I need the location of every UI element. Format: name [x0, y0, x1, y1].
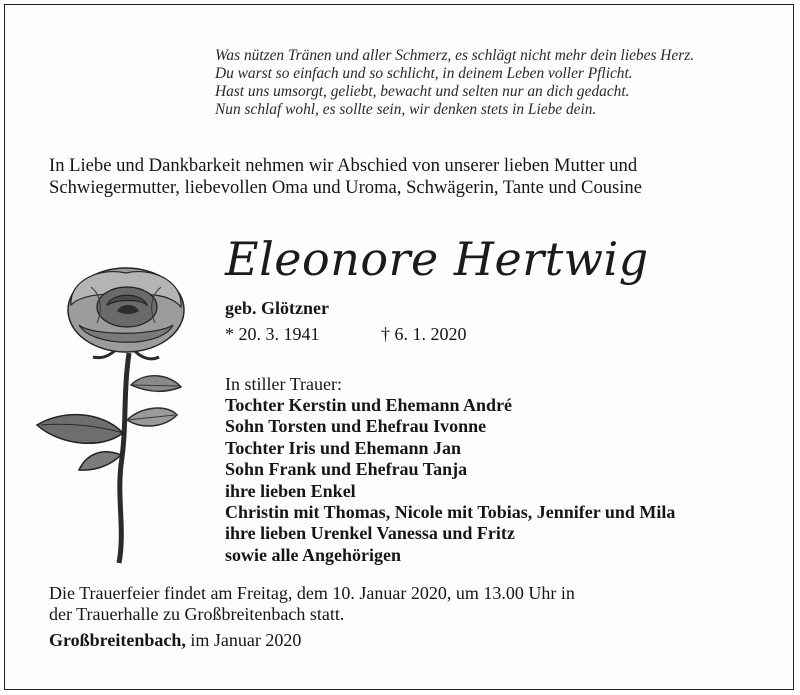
poem-line: Du warst so einfach und so schlicht, in deinem Leben voller Pflicht. [215, 65, 633, 82]
service-line: der Trauerhalle zu Großbreitenbach statt. [49, 604, 345, 624]
obituary-notice [4, 4, 794, 690]
service-line: Die Trauerfeier findet am Freitag, dem 10. Januar 2020, um 13.00 Uhr in [49, 583, 575, 603]
grief-label: In stiller Trauer: [225, 374, 342, 394]
intro-line: In Liebe und Dankbarkeit nehmen wir Abschied von unserer lieben Mutter und [49, 155, 638, 176]
rose-icon [31, 265, 201, 565]
mourner-line: Sohn Frank und Ehefrau Tanja [225, 459, 468, 480]
service-info [49, 583, 575, 625]
poem-line: Was nützen Tränen und aller Schmerz, es schlägt nicht mehr dein liebes Herz. [215, 47, 695, 64]
mourner-line: ihre lieben Enkel [225, 480, 356, 501]
mourner-line: ihre lieben Urenkel Vanessa und Fritz [225, 523, 515, 544]
death-date: † 6. 1. 2020 [381, 324, 467, 344]
poem [215, 47, 694, 119]
place-month: im Januar 2020 [185, 630, 302, 650]
poem-line: Nun schlaf wohl, es sollte sein, wir denken stets in Liebe dein. [215, 101, 597, 118]
intro-text [49, 155, 642, 199]
place-town: Großbreitenbach, [49, 630, 186, 650]
mourner-line: Sohn Torsten und Ehefrau Ivonne [225, 416, 487, 437]
life-dates [225, 323, 467, 345]
mourner-line: Christin mit Thomas, Nicole mit Tobias, Jennifer und Mila [225, 502, 676, 523]
poem-line: Hast uns umsorgt, geliebt, bewacht und selten nur an dich gedacht. [215, 83, 630, 100]
maiden-name: geb. Glötzner [225, 298, 329, 318]
intro-line: Schwiegermutter, liebevollen Oma und Uroma, Schwägerin, Tante und Cousine [49, 177, 642, 198]
mourners-list [225, 395, 675, 566]
birth-date: * 20. 3. 1941 [225, 324, 320, 344]
mourner-line: Tochter Kerstin und Ehemann André [225, 395, 513, 415]
deceased-name: Eleonore Hertwig [225, 232, 649, 286]
mourner-line: sowie alle Angehörigen [225, 544, 401, 565]
mourner-line: Tochter Iris und Ehemann Jan [225, 437, 462, 458]
place-date [49, 629, 301, 651]
